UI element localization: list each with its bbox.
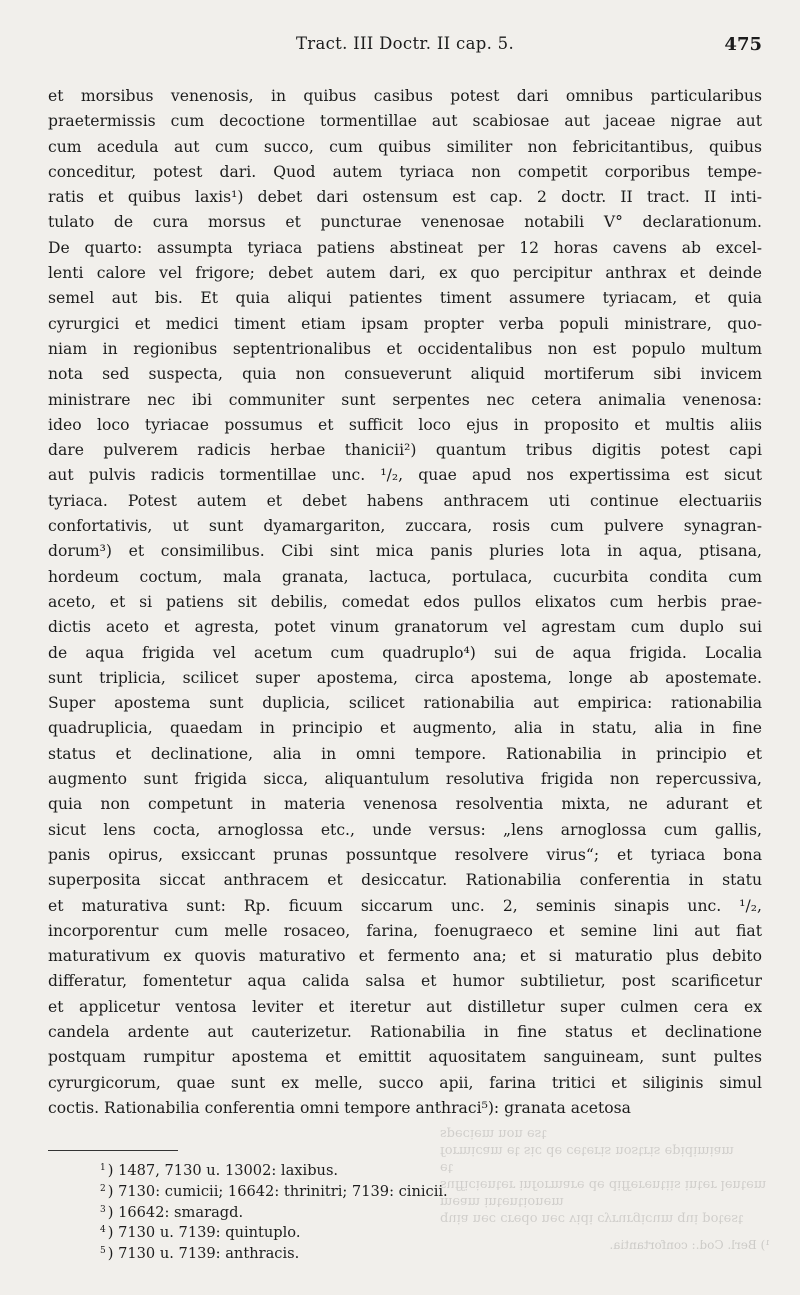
show-through-line: formicam et sic de ceteris nostris epidimiam speciem non est — [440, 1126, 734, 1158]
show-through-line: sufficienter informare de differentiis inter lentem et — [440, 1160, 767, 1192]
show-through-line: quia nec credo nec vidi cyrurgicum qui potest meam intentionem — [440, 1194, 744, 1226]
text-line: ratis et quibus laxis¹) debet dari ostensum est cap. 2 doctr. II tract. II inti- — [48, 188, 762, 207]
footnote-text: 16642: smaragd. — [118, 1203, 244, 1221]
footnote-mark: 5 — [100, 1246, 106, 1257]
footnote-paren: ) — [107, 1162, 119, 1179]
footnote-mark: 1 — [100, 1163, 106, 1173]
text-line: cyrurgicorum, quae sunt ex melle, succo apii, farina tritici et siliginis simul — [48, 1073, 762, 1092]
footnote — [100, 1158, 600, 1179]
text-line: hordeum coctum, mala granata, lactuca, portulaca, cucurbita condita cum — [48, 567, 762, 586]
text-line: candela ardente aut cauterizetur. Rationabilia in fine status et declinatione — [48, 1022, 762, 1041]
page-number: 475 — [724, 34, 762, 55]
footnote-text: 7130: cumicii; 16642: thrinitri; 7139: cinicii. — [118, 1182, 448, 1200]
text-line: et morsibus venenosis, in quibus casibus potest dari omnibus particularibus — [48, 87, 762, 105]
text-line: de aqua frigida vel acetum cum quadruplo⁴) sui de aqua frigida. Localia — [48, 643, 762, 662]
text-line: et maturativa sunt: Rp. ficuum siccarum unc. 2, seminis sinapis unc. ¹/₂, — [48, 896, 762, 915]
text-line: superposita siccat anthracem et desiccatur. Rationabilia conferentia in statu — [48, 871, 762, 890]
text-line: confortativis, ut sunt dyamargariton, zuccara, rosis cum pulvere synagran- — [48, 517, 762, 536]
footnote — [100, 1179, 600, 1200]
text-line: differatur, fomentetur aqua calida salsa et humor subtilietur, post scarificetur — [48, 972, 762, 991]
running-title: Tract. III Doctr. II cap. 5. — [295, 34, 515, 53]
text-line: augmento sunt frigida sicca, aliquantulum resolutiva frigida non repercussiva, — [48, 770, 762, 789]
text-line: niam in regionibus septentrionalibus et occidentalibus non est populo multum — [48, 339, 762, 358]
show-through-footnote: ¹) Berl. Cod.: confortantia. — [609, 1238, 770, 1252]
text-line: ideo loco tyriacae possumus et sufficit loco ejus in proposito et multis aliis — [48, 415, 762, 434]
page-header — [48, 30, 762, 60]
footnote — [100, 1241, 600, 1262]
footnote — [100, 1200, 600, 1221]
footnote-rule — [48, 1150, 178, 1151]
text-line: tyriaca. Potest autem et debet habens anthracem uti continue electuariis — [48, 491, 762, 510]
footnote — [100, 1220, 600, 1241]
text-line: cum acedula aut cum succo, cum quibus similiter non febricitantibus, quibus — [48, 137, 762, 156]
text-line: ministrare nec ibi communiter sunt serpentes nec cetera animalia venenosa: — [48, 390, 762, 409]
text-line: incorporentur cum melle rosaceo, farina, foenugraeco et semine lini aut fiat — [48, 921, 762, 940]
footnote-paren: ) — [107, 1203, 119, 1221]
text-line: Super apostema sunt duplicia, scilicet rationabilia aut empirica: rationabilia — [48, 694, 762, 713]
text-line: status et declinatione, alia in omni tempore. Rationabilia in principio et — [48, 744, 762, 763]
text-line: praetermissis cum decoctione tormentillae aut scabiosae aut jaceae nigrae aut — [48, 112, 762, 131]
footnote-paren: ) — [107, 1224, 119, 1242]
text-line: dorum³) et consimilibus. Cibi sint mica panis pluries lota in aqua, ptisana, — [48, 542, 762, 561]
footnote-mark: 2 — [100, 1183, 106, 1194]
footnote-mark: 4 — [100, 1225, 106, 1236]
text-line: dare pulverem radicis herbae thanicii²) quantum tribus digitis potest capi — [48, 441, 762, 460]
footnotes — [100, 1158, 600, 1262]
footnote-mark: 3 — [100, 1204, 106, 1215]
text-line: aut pulvis radicis tormentillae unc. ¹/₂, quae apud nos expertissima est sicut — [48, 466, 762, 485]
text-line: sicut lens cocta, arnoglossa etc., unde versus: „lens arnoglossa cum gallis, — [48, 820, 762, 839]
footnote-paren: ) — [107, 1245, 119, 1263]
footnote-text: 1487, 7130 u. 13002: laxibus. — [118, 1162, 339, 1179]
text-line: nota sed suspecta, quia non consueverunt aliquid mortiferum sibi invicem — [48, 365, 762, 384]
text-line: semel aut bis. Et quia aliqui patientes timent assumere tyriacam, et quia — [48, 289, 762, 308]
text-line: et applicetur ventosa leviter et iteretur aut distilletur super culmen cera ex — [48, 997, 762, 1016]
footnote-paren: ) — [107, 1182, 119, 1200]
text-line: conceditur, potest dari. Quod autem tyriaca non competit corporibus tempe- — [48, 162, 762, 181]
text-line: coctis. Rationabilia conferentia omni tempore anthraci⁵): granata acetosa — [48, 1098, 631, 1117]
text-line: aceto, et si patiens sit debilis, comedat edos pullos elixatos cum herbis prae- — [48, 592, 762, 611]
text-line: quia non competunt in materia venenosa resolventia mixta, ne adurant et — [48, 795, 762, 814]
text-line: maturativum ex quovis maturativo et fermento ana; et si maturatio plus debito — [48, 947, 762, 966]
body-text — [48, 84, 762, 1121]
text-line: sunt triplicia, scilicet super apostema, circa apostema, longe ab apostemate. — [48, 668, 762, 687]
text-line: lenti calore vel frigore; debet autem dari, ex quo percipitur anthrax et deinde — [48, 264, 762, 283]
text-line: panis opirus, exsiccant prunas possuntque resolvere virus“; et tyriaca bona — [48, 845, 762, 864]
footnote-text: 7130 u. 7139: anthracis. — [118, 1245, 300, 1263]
text-line: tulato de cura morsus et puncturae venenosae notabili V° declarationum. — [48, 213, 762, 232]
text-line: cyrurgici et medici timent etiam ipsam propter verba populi ministrare, quo- — [48, 314, 762, 333]
footnote-text: 7130 u. 7139: quintuplo. — [118, 1224, 301, 1242]
text-line: postquam rumpitur apostema et emittit aquositatem sanguineam, sunt pultes — [48, 1048, 762, 1067]
text-line: quadruplicia, quaedam in principio et augmento, alia in statu, alia in fine — [48, 719, 762, 738]
text-line: dictis aceto et agresta, potet vinum granatorum vel agrestam cum duplo sui — [48, 618, 762, 637]
text-line: De quarto: assumpta tyriaca patiens abstineat per 12 horas cavens ab excel- — [48, 238, 762, 257]
